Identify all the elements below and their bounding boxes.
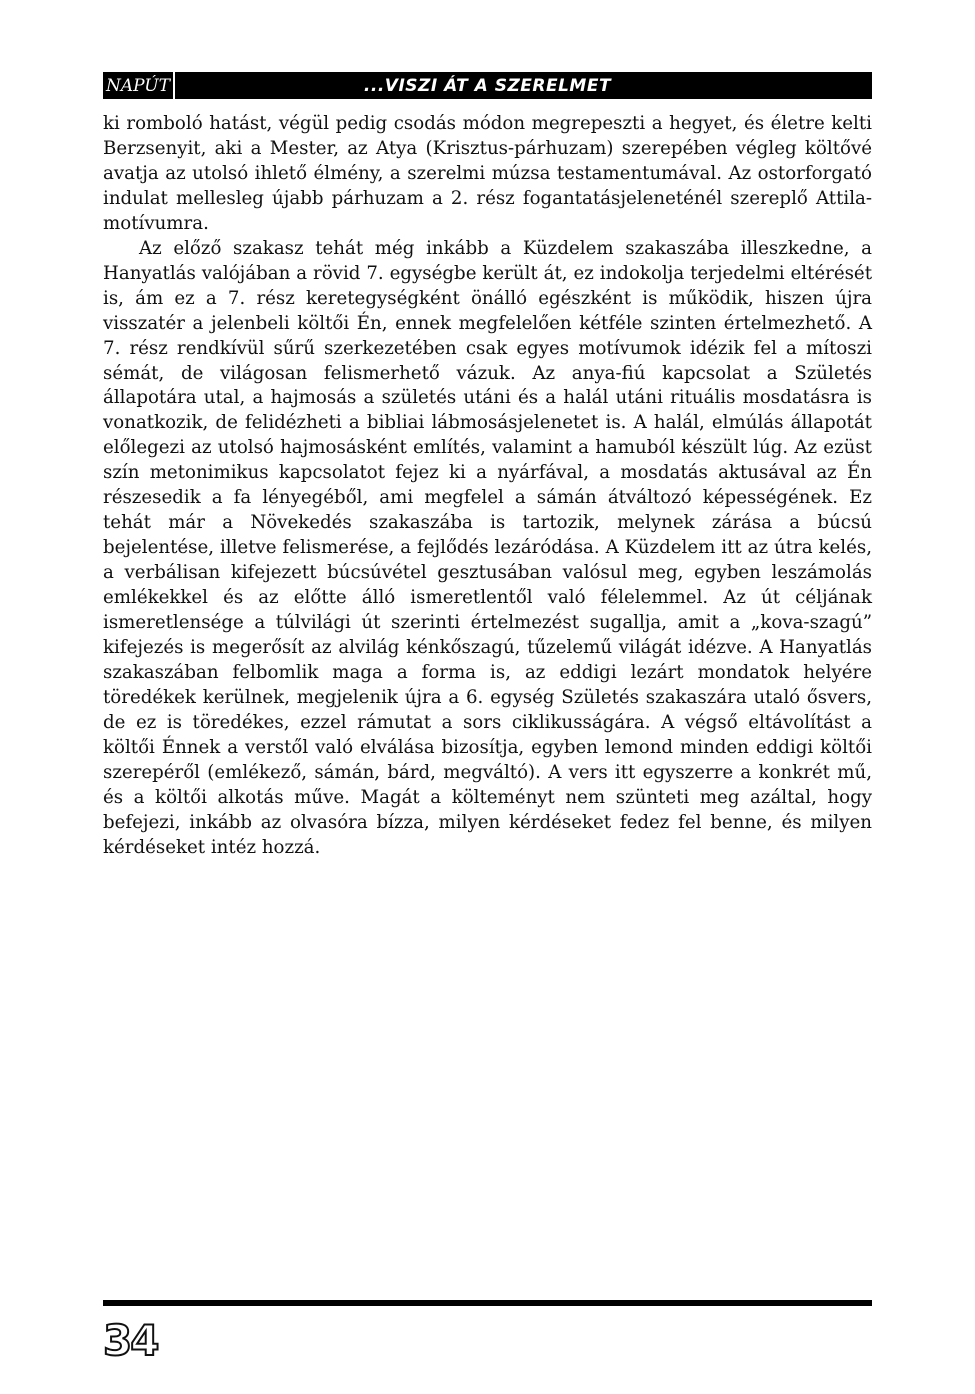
running-title: ...VISZI ÁT A SZERELMET: [363, 75, 612, 96]
article-body: [103, 112, 872, 861]
paragraph: ki romboló hatást, végül pedig csodás módon megrepeszti a hegyet, és életre kelti Berzsenyit, aki a Mester, az Atya (Krisztus-párhuzam) szerepében végleg költővé avatja az utolsó ihlető élmény, a szerelmi múzsa testamentumával. Az ostorforgató indulat mellesleg újabb párhuzam a 2. rész fogantatásjeleneténél szereplő Attila-motívumra.: [103, 113, 872, 234]
paragraph: Az előző szakasz tehát még inkább a Küzdelem szakaszába illeszkedne, a Hanyatlás valójában a rövid 7. egységbe került át, ez indokolja terjedelmi eltérését is, ám ez a 7. rész keretegységként önálló egészként is működik, hiszen újra visszatér a jelenbeli költői Én, ennek megfelelően kétféle szinten értelmezhető. A 7. rész rendkívül sűrű szerkezetében csak egyes motívumok idézik fel a mítoszi sémát, de világosan felismerhető vázuk. Az anya-fiú kapcsolat a Születés állapotára utal, a hajmosás a születés utáni és a halál utáni rituális mosdatásra is vonatkozik, de felidézheti a bibliai lábmosásjelenetet is. A halál, elmúlás állapotát előlegezi az utolsó hajmosásként említés, valamint a hamuból készült lúg. Az ezüst szín metonimikus kapcsolatot fejez ki a nyárfával, a mosdatás aktusával az Én részesedik a fa lényegéből, ami megfelel a sámán átváltozó képességének. Ez tehát már a Növekedés szakaszába is tartozik, melynek zárása a búcsú bejelentése, illetve felismerése, a fejlődés lezáródása. A Küzdelem itt az útra kelés, a verbálisan kifejezett búcsúvétel gesztusában valósul meg, egyben leszámolás emlékekkel és az előtte álló ismeretlentől való félelemmel. Az út céljának ismeretlensége a túlvilági út szerinti értelmezést sugallja, amit a „kova-szagú” kifejezés is megerősít az alvilág kénkőszagú, tűzelemű világát idézve. A Hanyatlás szakaszában felbomlik maga a forma is, az eddigi lezárt mondatok helyére töredékek kerülnek, megjelenik újra a 6. egység Születés szakaszára utaló ősvers, de ez is töredékes, ezzel rámutat a sors ciklikusságára. A végső eltávolítást a költői Énnek a verstől való elválása bizosítja, egyben lemond minden eddigi költői szerepéről (emlékező, sámán, bárd, megváltó). A vers itt egyszerre a konkrét mű, és a költői alkotás műve. Magát a költeményt nem szünteti meg azáltal, hogy befejezi, inkább az olvasóra bízza, milyen kérdéseket fedez fel benne, és milyen kérdéseket intéz hozzá.: [103, 237, 872, 858]
footer-rule: [103, 1300, 872, 1306]
running-header: [103, 72, 872, 99]
journal-logo: NAPÚT: [103, 72, 175, 99]
page-number: 34: [103, 1316, 158, 1365]
